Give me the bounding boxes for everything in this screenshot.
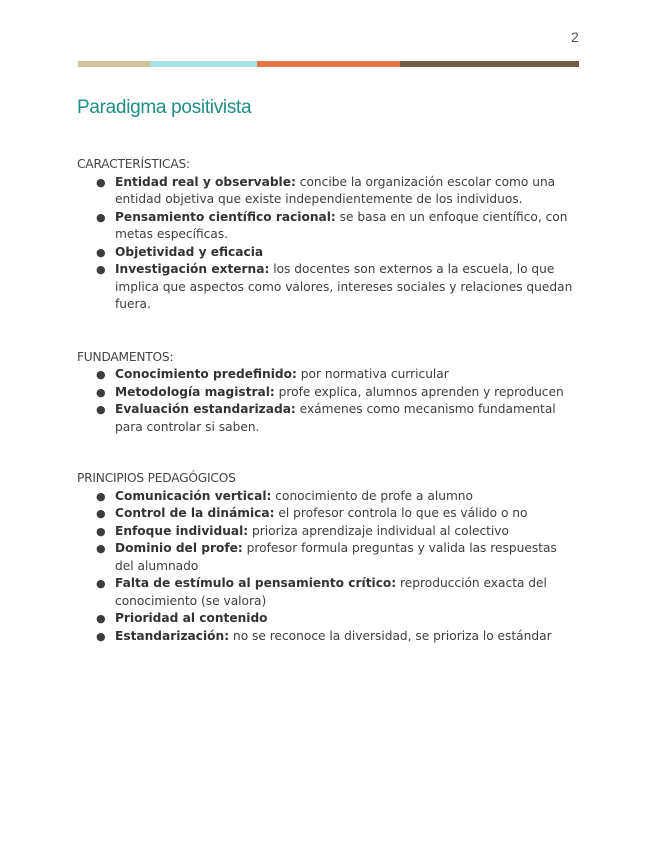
bullet-icon: ● xyxy=(96,368,106,381)
item-text: los docentes son externos a la escuela, lo que implica que aspectos como valores, intereses sociales y relaciones quedan fuera. xyxy=(115,262,573,311)
item-term: Investigación externa: xyxy=(115,262,270,276)
item-term: Estandarización: xyxy=(115,628,230,643)
list-item xyxy=(77,523,577,541)
list-item xyxy=(77,488,577,506)
decorative-color-bar xyxy=(78,61,579,67)
item-term: Objetividad y eficacia xyxy=(115,244,264,259)
bullet-icon: ● xyxy=(96,507,106,520)
bullet-icon: ● xyxy=(96,629,106,643)
color-bar-segment-beige xyxy=(78,61,150,67)
item-term: Prioridad al contenido xyxy=(115,611,268,625)
list-item xyxy=(77,628,577,646)
item-text: concibe la organización escolar como una entidad objetiva que existe independientemente de los individuos. xyxy=(115,174,556,206)
item-term: Pensamiento científico racional: xyxy=(115,209,336,224)
item-term: Evaluación estandarizada: xyxy=(115,402,296,416)
item-term: Entidad real y observable: xyxy=(115,174,296,189)
list-item xyxy=(77,261,577,314)
list-item xyxy=(77,366,577,384)
item-text: profesor formula preguntas y valida las respuestas del alumnado xyxy=(115,541,557,573)
list-item xyxy=(77,401,577,436)
list-item xyxy=(77,174,577,209)
list-item xyxy=(77,540,577,575)
item-text: exámenes como mecanismo fundamental para controlar si saben. xyxy=(115,402,556,434)
page-number: 2 xyxy=(571,29,579,45)
item-term: Falta de estímulo al pensamiento crítico: xyxy=(115,576,397,590)
item-term: Enfoque individual: xyxy=(115,523,249,538)
color-bar-segment-orange xyxy=(257,61,400,67)
bullet-icon: ● xyxy=(96,489,106,503)
page-title: Paradigma positivista xyxy=(77,97,252,118)
list-item xyxy=(77,610,577,628)
item-text: por normativa curricular xyxy=(296,367,449,381)
item-text: profe explica, alumnos aprenden y reproducen xyxy=(274,384,564,399)
bullet-icon: ● xyxy=(96,175,106,189)
item-term: Comunicación vertical: xyxy=(115,488,272,503)
bullet-icon: ● xyxy=(96,542,106,555)
bullet-icon: ● xyxy=(96,524,106,538)
list-item xyxy=(77,244,577,262)
bullet-list xyxy=(77,488,577,646)
color-bar-segment-aqua xyxy=(150,61,257,67)
list-item xyxy=(77,384,577,402)
section-caracteristicas xyxy=(77,156,577,314)
section-heading: CARACTERÍSTICAS: xyxy=(77,157,190,171)
section-heading: PRINCIPIOS PEDAGÓGICOS xyxy=(77,471,236,485)
section-heading: FUNDAMENTOS: xyxy=(77,349,174,364)
color-bar-segment-brown xyxy=(400,61,579,67)
bullet-icon: ● xyxy=(96,210,106,224)
list-item xyxy=(77,505,577,523)
item-term: Conocimiento predefinido: xyxy=(115,367,297,381)
item-term: Control de la dinámica: xyxy=(115,506,275,520)
document-body xyxy=(77,156,577,645)
bullet-icon: ● xyxy=(96,385,106,399)
list-item xyxy=(77,209,577,244)
section-principios-pedagogicos xyxy=(77,470,577,645)
item-text: reproducción exacta del conocimiento (se valora) xyxy=(115,576,547,608)
item-text: se basa en un enfoque científico, con metas específicas. xyxy=(115,209,568,241)
item-text: conocimiento de profe a alumno xyxy=(271,488,473,503)
bullet-icon: ● xyxy=(96,403,106,416)
bullet-icon: ● xyxy=(96,245,106,259)
item-term: Dominio del profe: xyxy=(115,541,243,555)
item-text: no se reconoce la diversidad, se prioriza lo estándar xyxy=(229,628,552,643)
item-text: el profesor controla lo que es válido o no xyxy=(274,506,528,520)
item-term: Metodología magistral: xyxy=(115,384,275,399)
section-fundamentos xyxy=(77,349,577,437)
bullet-icon: ● xyxy=(96,263,106,276)
bullet-icon: ● xyxy=(96,612,106,625)
list-item xyxy=(77,575,577,610)
item-text: prioriza aprendizaje individual al colectivo xyxy=(248,523,509,538)
bullet-list xyxy=(77,174,577,314)
bullet-icon: ● xyxy=(96,577,106,590)
bullet-list xyxy=(77,366,577,436)
